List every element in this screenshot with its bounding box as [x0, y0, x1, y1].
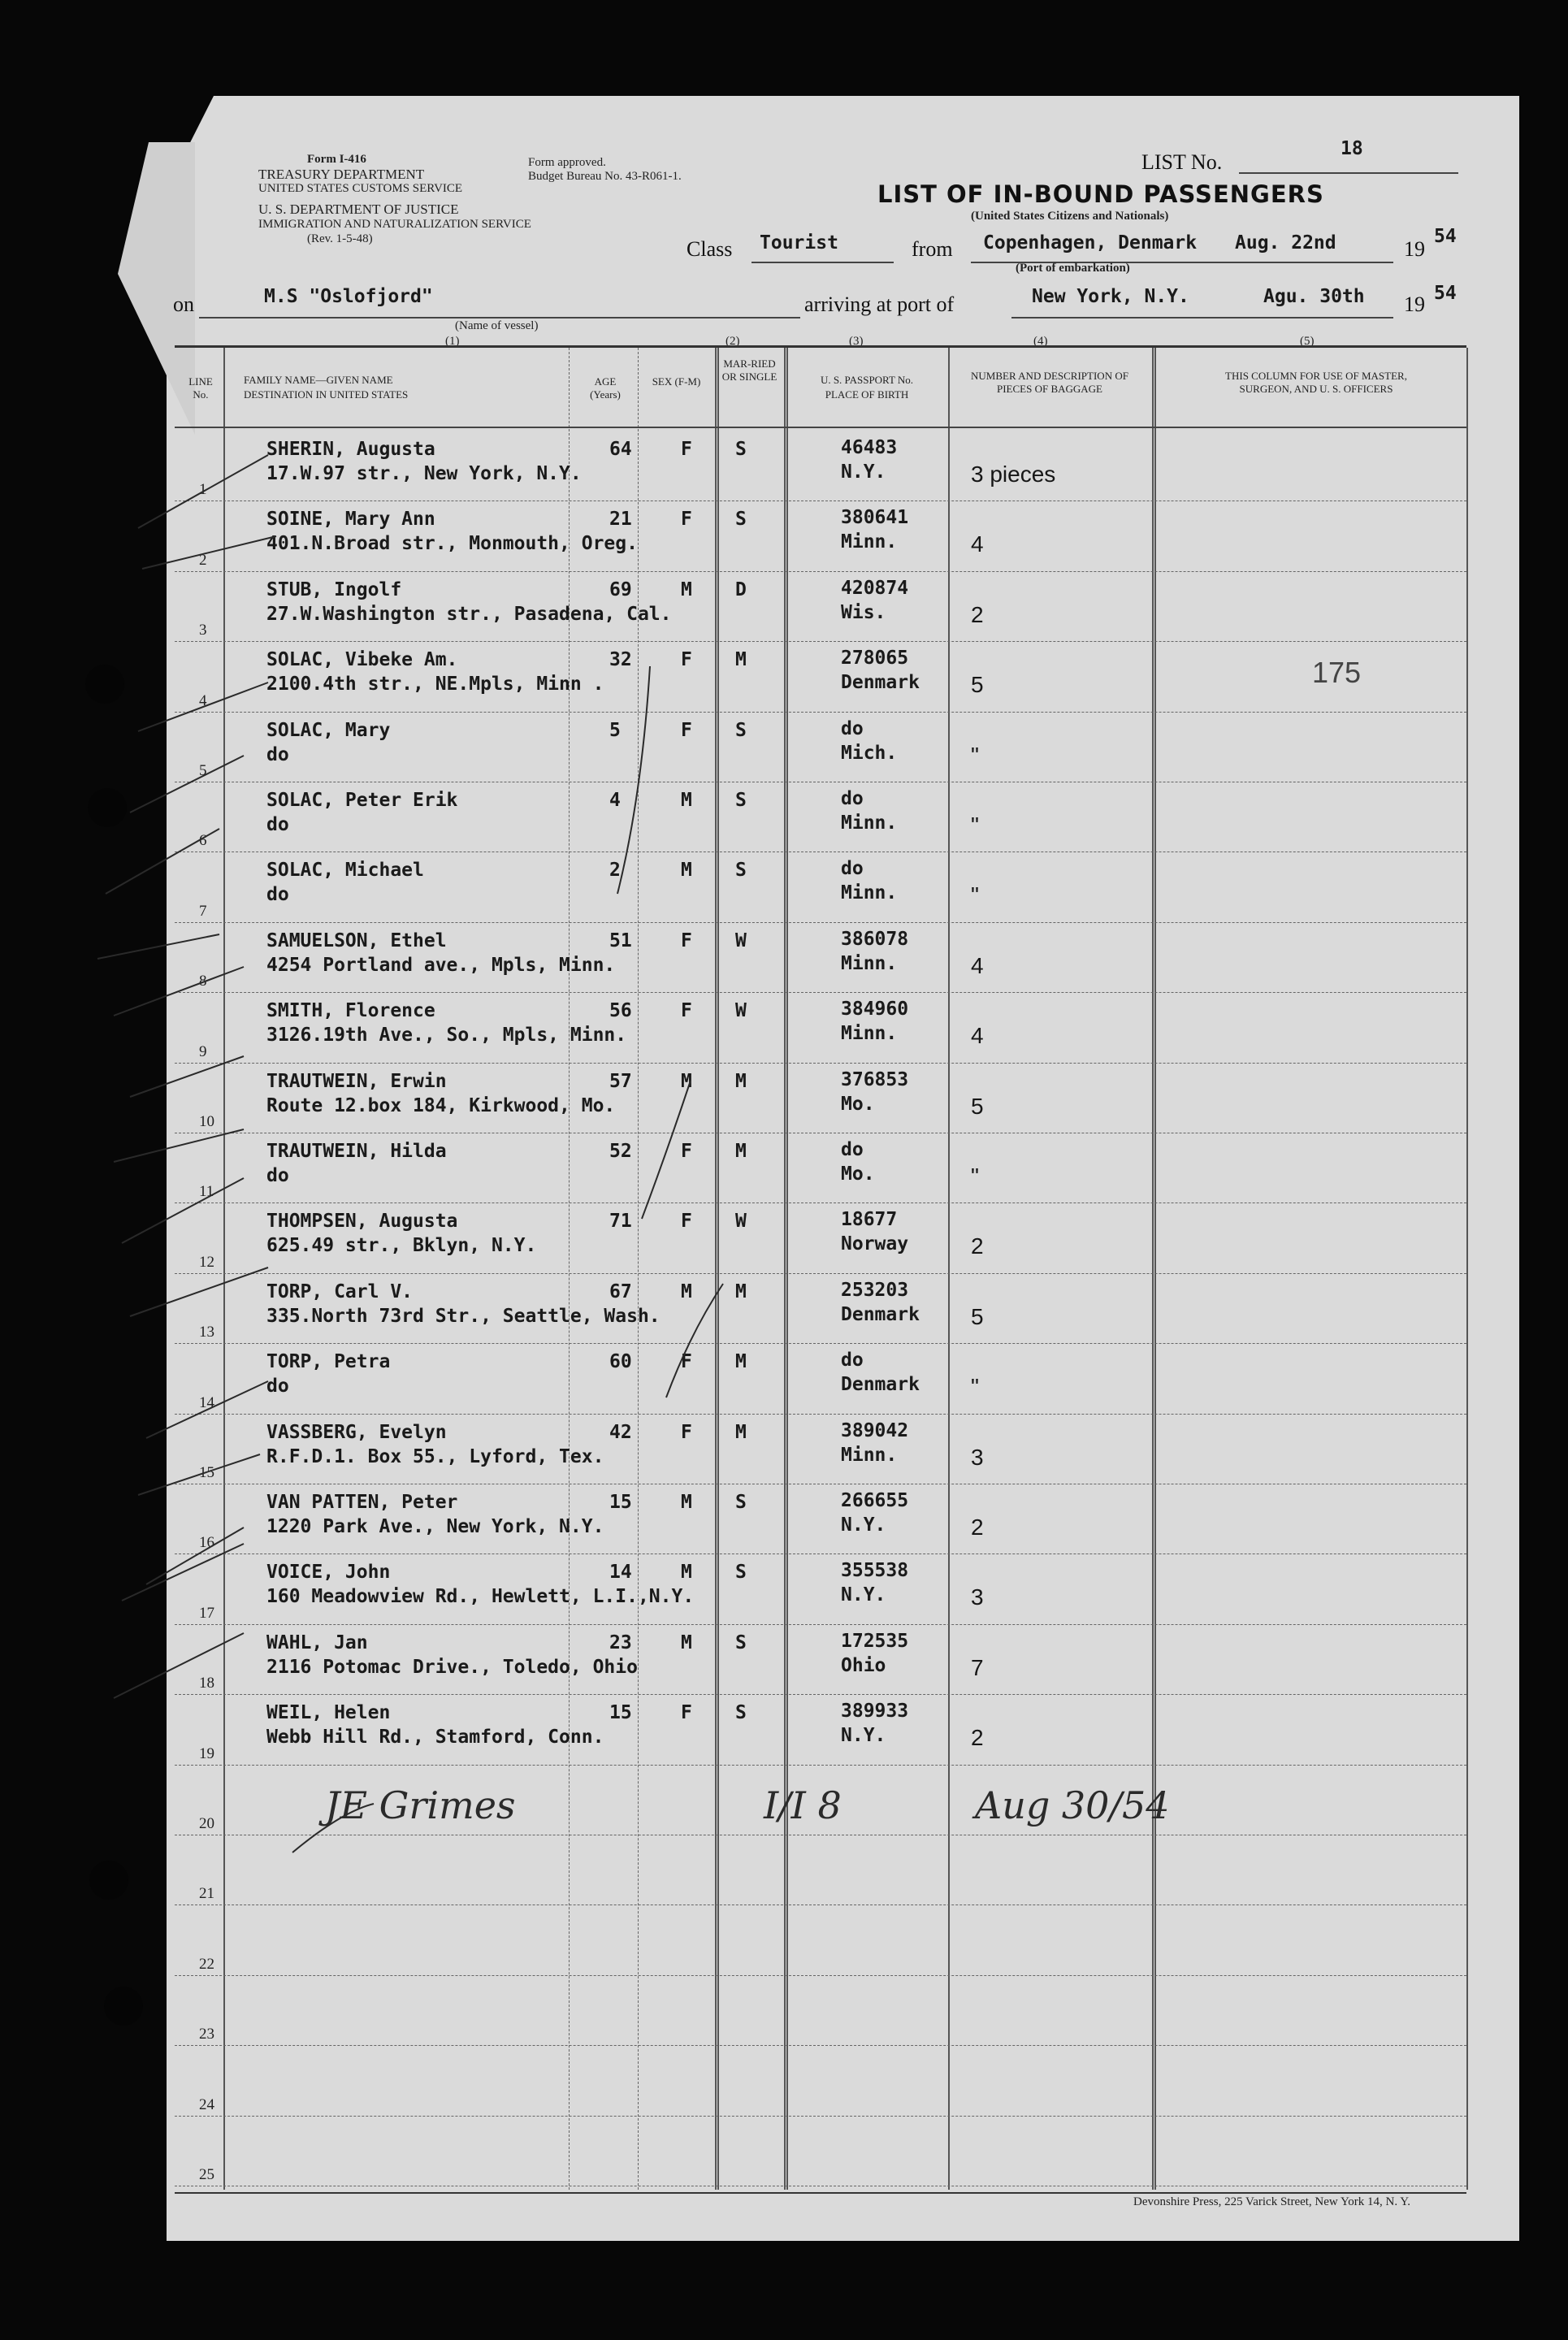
baggage-count: 3: [971, 1444, 984, 1470]
place-of-birth: Minn.: [841, 812, 898, 834]
line-number: 8: [199, 973, 207, 990]
age: 5: [609, 719, 621, 741]
destination: Webb Hill Rd., Stamford, Conn.: [266, 1727, 604, 1748]
passenger-name: SHERIN, Augusta: [266, 439, 435, 460]
destination: do: [266, 814, 289, 835]
passenger-name: TORP, Carl V.: [266, 1280, 414, 1302]
passport-number: 46483: [841, 437, 898, 458]
passport-number: 376853: [841, 1068, 909, 1090]
marital-status: W: [735, 1211, 747, 1233]
form-approved: Form approved.: [528, 156, 606, 169]
marital-status: D: [735, 578, 747, 600]
destination: 160 Meadowview Rd., Hewlett, L.I.,N.Y.: [266, 1586, 695, 1608]
line-number: 5: [199, 761, 207, 779]
place-of-birth: N.Y.: [841, 1584, 886, 1606]
destination: 1220 Park Ave., New York, N.Y.: [266, 1516, 604, 1537]
destination: Route 12.box 184, Kirkwood, Mo.: [266, 1094, 616, 1116]
passenger-name: STUB, Ingolf: [266, 578, 402, 600]
arriving-label: arriving at port of: [804, 292, 955, 316]
revision-date: (Rev. 1-5-48): [307, 232, 373, 245]
line-number: 6: [199, 832, 207, 850]
place-of-birth: Denmark: [841, 672, 920, 694]
place-of-birth: Mo.: [841, 1164, 875, 1185]
line-number: 15: [199, 1463, 214, 1481]
sex: F: [681, 1141, 692, 1162]
marital-status: S: [735, 790, 747, 811]
sex: F: [681, 1211, 692, 1233]
destination: do: [266, 884, 289, 906]
destination: 2116 Potomac Drive., Toledo, Ohio: [266, 1656, 638, 1678]
sex: M: [681, 860, 692, 882]
marital-status: S: [735, 1702, 747, 1724]
sex: F: [681, 439, 692, 460]
baggage-count: 5: [971, 1303, 984, 1329]
baggage-count: 4: [971, 952, 984, 978]
place-of-birth: Minn.: [841, 1444, 898, 1466]
line-number: 16: [199, 1534, 214, 1552]
passport-number: do: [841, 717, 864, 739]
header-sex: SEX (F-M): [652, 375, 701, 388]
destination: 625.49 str., Bklyn, N.Y.: [266, 1235, 537, 1257]
destination: do: [266, 743, 289, 765]
customs-service: UNITED STATES CUSTOMS SERVICE: [258, 182, 463, 195]
sex: F: [681, 649, 692, 671]
marital-status: M: [735, 649, 747, 671]
passenger-name: VOICE, John: [266, 1562, 391, 1584]
marital-status: S: [735, 719, 747, 741]
baggage-count: 3 pieces: [971, 462, 1056, 487]
age: 64: [609, 439, 632, 460]
marital-status: S: [735, 439, 747, 460]
inspector-note: I/I 8: [764, 1783, 842, 1827]
place-of-birth: N.Y.: [841, 1725, 886, 1747]
baggage-count: 4: [971, 1023, 984, 1049]
passenger-name: TRAUTWEIN, Erwin: [266, 1070, 447, 1092]
age: 15: [609, 1702, 632, 1724]
marital-status: W: [735, 930, 747, 951]
passenger-name: SOINE, Mary Ann: [266, 509, 435, 531]
column-number-3: (3): [849, 335, 864, 348]
marital-status: M: [735, 1070, 747, 1092]
sex: F: [681, 1351, 692, 1373]
destination: 4254 Portland ave., Mpls, Minn.: [266, 954, 616, 976]
baggage-count: 7: [971, 1654, 984, 1680]
year-prefix: 19: [1404, 237, 1425, 261]
sex: F: [681, 1000, 692, 1022]
column-number-2: (2): [726, 335, 740, 348]
department-treasury: TREASURY DEPARTMENT: [258, 167, 425, 182]
form-number: Form I-416: [307, 153, 366, 166]
age: 52: [609, 1141, 632, 1162]
marital-status: M: [735, 1141, 747, 1162]
destination: 3126.19th Ave., So., Mpls, Minn.: [266, 1025, 627, 1046]
destination: 2100.4th str., NE.Mpls, Minn .: [266, 674, 604, 696]
vessel-caption: (Name of vessel): [455, 319, 539, 332]
passport-number: do: [841, 1350, 864, 1372]
list-subtitle: (United States Citizens and Nationals): [971, 210, 1169, 223]
marital-status: S: [735, 1632, 747, 1653]
arrival-port: New York, N.Y.: [1032, 286, 1189, 307]
passenger-name: THOMPSEN, Augusta: [266, 1211, 458, 1233]
ins-service: IMMIGRATION AND NATURALIZATION SERVICE: [258, 218, 531, 231]
age: 69: [609, 578, 632, 600]
destination: do: [266, 1165, 289, 1186]
sex: M: [681, 578, 692, 600]
printer-footer: Devonshire Press, 225 Varick Street, New York 14, N. Y.: [1133, 2195, 1410, 2208]
line-number: 19: [199, 1744, 214, 1762]
passport-number: do: [841, 788, 864, 809]
line-number: 23: [199, 2026, 214, 2043]
age: 32: [609, 649, 632, 671]
place-of-birth: Minn.: [841, 952, 898, 974]
inspection-date: Aug 30/54: [975, 1783, 1170, 1827]
line-number: 24: [199, 2095, 214, 2113]
line-number: 21: [199, 1885, 214, 1903]
line-number: 4: [199, 691, 207, 709]
marital-status: M: [735, 1280, 747, 1302]
passport-number: 253203: [841, 1279, 909, 1301]
arrival-date: Agu. 30th: [1263, 286, 1365, 307]
age: 56: [609, 1000, 632, 1022]
place-of-birth: Norway: [841, 1233, 909, 1255]
age: 15: [609, 1492, 632, 1513]
baggage-count: ": [971, 1374, 979, 1400]
column-number-4: (4): [1033, 335, 1048, 348]
header-married: MAR-RIED OR SINGLE: [721, 358, 778, 384]
age: 2: [609, 860, 621, 882]
passenger-name: SOLAC, Vibeke Am.: [266, 649, 458, 671]
passenger-name: SAMUELSON, Ethel: [266, 930, 447, 951]
destination: R.F.D.1. Box 55., Lyford, Tex.: [266, 1445, 604, 1467]
baggage-count: 3: [971, 1584, 984, 1610]
header-officers: THIS COLUMN FOR USE OF MASTER, SURGEON, AND U. S. OFFICERS: [1225, 370, 1407, 396]
place-of-birth: Minn.: [841, 531, 898, 553]
age: 67: [609, 1280, 632, 1302]
place-of-birth: Denmark: [841, 1303, 920, 1325]
line-number: 12: [199, 1253, 214, 1271]
passenger-name: SOLAC, Mary: [266, 719, 391, 741]
passport-number: 420874: [841, 577, 909, 599]
passport-number: 380641: [841, 507, 909, 529]
passport-number: 386078: [841, 928, 909, 950]
inspector-signature: JE Grimes: [325, 1783, 516, 1827]
line-number: 13: [199, 1324, 214, 1341]
sex: M: [681, 1492, 692, 1513]
place-of-birth: Denmark: [841, 1374, 920, 1396]
baggage-count: 5: [971, 672, 984, 698]
sex: M: [681, 1280, 692, 1302]
place-of-birth: N.Y.: [841, 1514, 886, 1536]
passport-number: 389933: [841, 1701, 909, 1722]
header-family-name: FAMILY NAME—GIVEN NAME: [244, 374, 393, 386]
line-number: 25: [199, 2165, 214, 2183]
line-number: 9: [199, 1042, 207, 1060]
baggage-count: 2: [971, 1725, 984, 1751]
sex: F: [681, 719, 692, 741]
marital-status: S: [735, 860, 747, 882]
passport-number: 18677: [841, 1209, 898, 1231]
line-number: 18: [199, 1675, 214, 1692]
line-number: 1: [199, 481, 207, 499]
baggage-count: 2: [971, 1514, 984, 1540]
line-number: 22: [199, 1955, 214, 1973]
destination: 17.W.97 str., New York, N.Y.: [266, 463, 582, 484]
passport-number: 355538: [841, 1560, 909, 1582]
age: 60: [609, 1351, 632, 1373]
age: 4: [609, 790, 621, 811]
list-title: LIST OF IN-BOUND PASSENGERS: [877, 180, 1324, 208]
passenger-name: SOLAC, Peter Erik: [266, 790, 458, 811]
budget-bureau: Budget Bureau No. 43-R061-1.: [528, 170, 682, 183]
passenger-name: TORP, Petra: [266, 1351, 391, 1373]
passport-number: 384960: [841, 999, 909, 1020]
header-destination: DESTINATION IN UNITED STATES: [244, 388, 409, 401]
place-of-birth: N.Y.: [841, 462, 886, 483]
passport-number: do: [841, 1139, 864, 1160]
place-of-birth: Ohio: [841, 1654, 886, 1676]
line-number: 7: [199, 902, 207, 920]
marital-status: M: [735, 1421, 747, 1443]
from-label: from: [912, 237, 953, 261]
passenger-name: SMITH, Florence: [266, 1000, 435, 1022]
class-label: Class: [687, 237, 733, 261]
place-of-birth: Mich.: [841, 742, 898, 764]
list-number-label: LIST No.: [1141, 150, 1223, 174]
destination: 401.N.Broad str., Monmouth, Oreg.: [266, 533, 638, 555]
line-number: 10: [199, 1112, 214, 1130]
passport-number: 389042: [841, 1419, 909, 1441]
department-justice: U. S. DEPARTMENT OF JUSTICE: [258, 202, 459, 217]
passenger-name: WAHL, Jan: [266, 1632, 368, 1653]
line-number: 11: [199, 1183, 214, 1201]
marital-status: M: [735, 1351, 747, 1373]
age: 71: [609, 1211, 632, 1233]
on-label: on: [173, 292, 194, 316]
baggage-count: ": [971, 742, 979, 768]
column-number-5: (5): [1300, 335, 1315, 348]
passport-number: 278065: [841, 648, 909, 670]
vessel-name: M.S "Oslofjord": [264, 286, 433, 307]
year-prefix-2: 19: [1404, 292, 1425, 316]
destination: 335.North 73rd Str., Seattle, Wash.: [266, 1305, 661, 1327]
list-number: 18: [1341, 138, 1363, 159]
header-passport: U. S. PASSPORT No.: [820, 374, 914, 386]
line-number: 3: [199, 622, 207, 639]
passenger-name: VASSBERG, Evelyn: [266, 1421, 447, 1443]
baggage-count: ": [971, 812, 979, 838]
sex: F: [681, 930, 692, 951]
year-arrival: 54: [1434, 283, 1457, 304]
sex: F: [681, 1421, 692, 1443]
age: 23: [609, 1632, 632, 1653]
marital-status: S: [735, 1562, 747, 1584]
sex: F: [681, 509, 692, 531]
passport-number: 266655: [841, 1490, 909, 1511]
passenger-name: SOLAC, Michael: [266, 860, 424, 882]
embarkation-date: Aug. 22nd: [1235, 232, 1336, 254]
port-embarkation-caption: (Port of embarkation): [1016, 262, 1130, 275]
baggage-count: ": [971, 882, 979, 908]
passport-number: do: [841, 858, 864, 880]
line-number: 14: [199, 1393, 214, 1411]
header-line-no: LINE No.: [188, 375, 213, 401]
sex: M: [681, 1070, 692, 1092]
sex: F: [681, 1702, 692, 1724]
passenger-name: TRAUTWEIN, Hilda: [266, 1141, 447, 1162]
age: 51: [609, 930, 632, 951]
embarkation-port: Copenhagen, Denmark: [983, 232, 1198, 254]
marital-status: W: [735, 1000, 747, 1022]
line-number: 17: [199, 1604, 214, 1622]
year-embark: 54: [1434, 226, 1457, 247]
age: 14: [609, 1562, 632, 1584]
marital-status: S: [735, 1492, 747, 1513]
officer-note: 175: [1312, 656, 1362, 690]
column-number-1: (1): [445, 335, 460, 348]
line-number: 20: [199, 1814, 214, 1832]
baggage-count: 4: [971, 531, 984, 557]
sex: M: [681, 1632, 692, 1653]
destination: 27.W.Washington str., Pasadena, Cal.: [266, 603, 672, 625]
age: 42: [609, 1421, 632, 1443]
baggage-count: 2: [971, 1233, 984, 1259]
sex: M: [681, 790, 692, 811]
place-of-birth: Mo.: [841, 1093, 875, 1115]
header-age: AGE (Years): [590, 375, 621, 401]
destination: do: [266, 1376, 289, 1398]
passenger-name: VAN PATTEN, Peter: [266, 1492, 458, 1513]
place-of-birth: Minn.: [841, 1023, 898, 1045]
line-number: 2: [199, 551, 207, 569]
place-of-birth: Minn.: [841, 882, 898, 904]
class-value: Tourist: [760, 232, 838, 254]
header-birthplace: PLACE OF BIRTH: [825, 388, 909, 401]
baggage-count: ": [971, 1164, 979, 1189]
header-baggage: NUMBER AND DESCRIPTION OF PIECES OF BAGGAGE: [971, 370, 1128, 396]
baggage-count: 5: [971, 1093, 984, 1119]
place-of-birth: Wis.: [841, 601, 886, 623]
passenger-name: WEIL, Helen: [266, 1702, 391, 1724]
sex: M: [681, 1562, 692, 1584]
age: 21: [609, 509, 632, 531]
age: 57: [609, 1070, 632, 1092]
marital-status: S: [735, 509, 747, 531]
passport-number: 172535: [841, 1630, 909, 1652]
baggage-count: 2: [971, 601, 984, 627]
